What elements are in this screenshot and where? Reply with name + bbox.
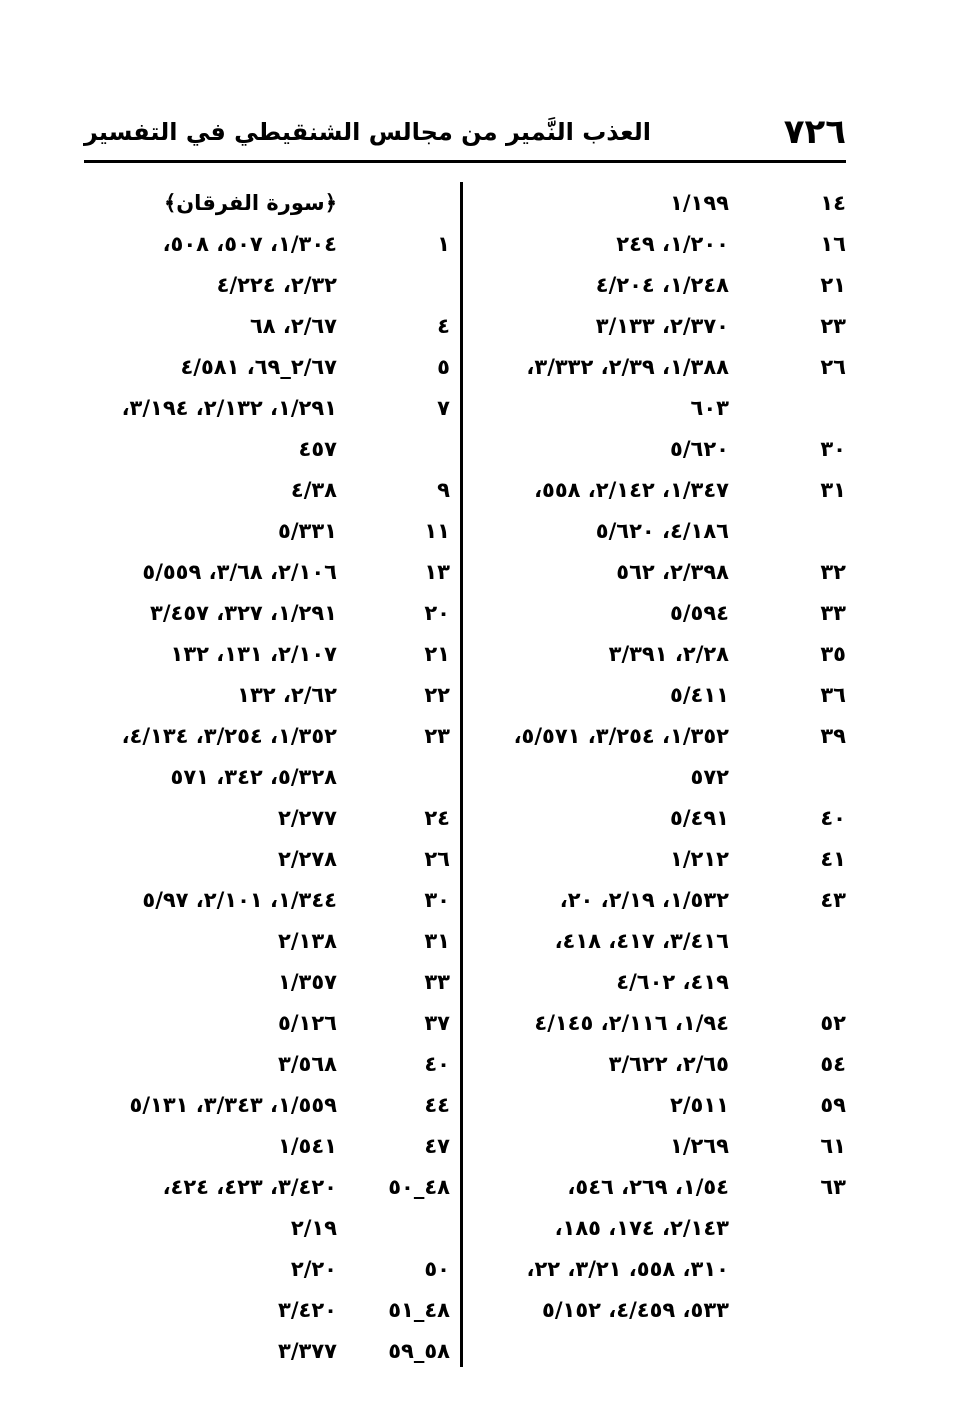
page-references: ٢/٥١١ — [670, 1093, 729, 1117]
index-row — [80, 265, 450, 306]
verse-number: ٣٢ — [820, 560, 846, 584]
page-references: ٥/١٢٦ — [278, 1011, 337, 1035]
page-references: ٢/٢٧٨ — [278, 847, 337, 871]
page-references: ٣/٤٢٠ — [278, 1298, 337, 1322]
verse-number: ٩ — [437, 478, 450, 502]
surah-heading-row — [80, 183, 450, 224]
page-references: ٢/١٠٦، ٣/٦٨، ٥/٥٥٩ — [142, 560, 337, 584]
page-references: ٣/٣٧٧ — [278, 1339, 337, 1363]
index-row — [80, 511, 450, 552]
page-references: ١/٥٣٢، ٢/١٩، ٢٠، — [559, 888, 729, 912]
page-references: ٣١٠، ٥٥٨، ٣/٢١، ٢٢، — [526, 1257, 729, 1281]
page-references: ١/٥٤، ٢٦٩، ٥٤٦، — [567, 1175, 729, 1199]
page-references: ١/٢٤٨، ٤/٢٠٤ — [595, 273, 729, 297]
verse-number: ٣٧ — [424, 1011, 450, 1035]
index-row — [80, 1167, 450, 1208]
index-row — [494, 921, 846, 962]
verse-number: ٢٠ — [424, 601, 450, 625]
page-references: ٤٥٧ — [298, 437, 337, 461]
page-references: ٢/٢٧٧ — [278, 806, 337, 830]
page-references: ١/٩٤، ٢/١١٦، ٤/١٤٥ — [534, 1011, 729, 1035]
verse-number: ٤٤ — [424, 1093, 450, 1117]
verse-number: ٢٦ — [424, 847, 450, 871]
index-row — [494, 1167, 846, 1208]
page-references: ٤/٣٨ — [290, 478, 337, 502]
verse-number: ٢١ — [820, 273, 846, 297]
verse-number: ٥٨_٥٩ — [388, 1339, 450, 1363]
index-row — [80, 1003, 450, 1044]
index-row — [80, 1044, 450, 1085]
page-references: ١/٢٩١، ٢/١٣٢، ٣/١٩٤، — [121, 396, 337, 420]
index-row — [80, 388, 450, 429]
page-references: ٢/٦٢، ١٣٢ — [237, 683, 337, 707]
verse-number: ٥ — [437, 355, 450, 379]
index-row — [494, 634, 846, 675]
verse-number: ٣١ — [424, 929, 450, 953]
verse-number: ٢٣ — [424, 724, 450, 748]
verse-number: ٤٨_٥١ — [388, 1298, 450, 1322]
index-row — [80, 880, 450, 921]
verse-number: ٢٦ — [820, 355, 846, 379]
index-row — [494, 839, 846, 880]
verse-number: ٣٠ — [820, 437, 846, 461]
running-title: العذب النَّمير من مجالس الشنقيطي في التفسير — [84, 118, 651, 146]
index-row — [494, 429, 846, 470]
index-row — [80, 1290, 450, 1331]
page-references: ٥/٤٩١ — [670, 806, 729, 830]
index-row — [494, 716, 846, 757]
page-references: ١/٢٠٠، ٢٤٩ — [616, 232, 729, 256]
index-row — [80, 798, 450, 839]
page-references: ٢/٦٧، ٦٨ — [249, 314, 337, 338]
index-row — [494, 1290, 846, 1331]
index-row — [494, 183, 846, 224]
index-row — [80, 634, 450, 675]
page-references: ٣/٥٦٨ — [278, 1052, 337, 1076]
index-row — [494, 265, 846, 306]
page-references: ١/٢٦٩ — [670, 1134, 729, 1158]
index-row — [80, 1085, 450, 1126]
index-row — [494, 388, 846, 429]
index-row — [494, 511, 846, 552]
index-row — [80, 224, 450, 265]
page-references: ١/٣٤٤، ٢/١٠١، ٥/٩٧ — [142, 888, 337, 912]
page-references: ١/٥٤١ — [278, 1134, 337, 1158]
header-rule — [84, 160, 846, 163]
verse-number: ١٣ — [424, 560, 450, 584]
index-row — [80, 962, 450, 1003]
verse-number: ٤ — [437, 314, 450, 338]
index-row — [80, 593, 450, 634]
verse-number: ٢٢ — [424, 683, 450, 707]
verse-number: ٣٣ — [424, 970, 450, 994]
verse-number: ٥٤ — [820, 1052, 846, 1076]
page-references: ١/١٩٩ — [670, 191, 729, 215]
index-row — [80, 1249, 450, 1290]
page-references: ٥٣٣، ٤/٤٥٩، ٥/١٥٢ — [542, 1298, 729, 1322]
verse-number: ٦٣ — [820, 1175, 846, 1199]
verse-number: ٥٩ — [820, 1093, 846, 1117]
verse-number: ١٦ — [820, 232, 846, 256]
page-references: ١/٣٠٤، ٥٠٧، ٥٠٨، — [162, 232, 337, 256]
index-row — [494, 1126, 846, 1167]
page-references: ٥٧٢ — [690, 765, 729, 789]
index-row — [80, 1331, 450, 1372]
verse-number: ٦١ — [820, 1134, 846, 1158]
verse-number: ٤٠ — [424, 1052, 450, 1076]
index-row — [494, 306, 846, 347]
page-references: ٢/٣٢، ٤/٢٢٤ — [216, 273, 337, 297]
index-row — [80, 1208, 450, 1249]
page-references: ١/٢٩١، ٣٢٧، ٣/٤٥٧ — [150, 601, 337, 625]
verse-number: ٥٠ — [424, 1257, 450, 1281]
index-row — [80, 921, 450, 962]
verse-number: ٣٠ — [424, 888, 450, 912]
page-references: ٥/٦٢٠ — [670, 437, 729, 461]
index-row — [494, 962, 846, 1003]
index-row — [494, 757, 846, 798]
page-references: ١/٣٤٧، ٢/١٤٢، ٥٥٨، — [534, 478, 729, 502]
index-row — [494, 880, 846, 921]
index-row — [494, 470, 846, 511]
index-row — [494, 1003, 846, 1044]
verse-number: ٤٧ — [424, 1134, 450, 1158]
verse-number: ٥٢ — [820, 1011, 846, 1035]
verse-number: ٤١ — [820, 847, 846, 871]
page-references: ٥/٥٩٤ — [670, 601, 729, 625]
page-references: ٢/١٠٧، ١٣١، ١٣٢ — [170, 642, 337, 666]
page-references: ٢/١٤٣، ١٧٤، ١٨٥، — [554, 1216, 729, 1240]
index-row — [80, 306, 450, 347]
index-row — [494, 675, 846, 716]
verse-number: ٢٤ — [424, 806, 450, 830]
index-row — [494, 798, 846, 839]
index-row — [80, 675, 450, 716]
right-column — [494, 183, 846, 1331]
index-row — [494, 1044, 846, 1085]
index-row — [80, 552, 450, 593]
page-references: ٥/٣٢٨، ٣٤٢، ٥٧١ — [170, 765, 337, 789]
verse-number: ٤٠ — [820, 806, 846, 830]
index-row — [80, 429, 450, 470]
verse-number: ٣٩ — [820, 724, 846, 748]
page-references: ١/٢١٢ — [670, 847, 729, 871]
index-row — [494, 1249, 846, 1290]
page-references: ٢/٣٧٠، ٣/١٣٣ — [595, 314, 729, 338]
verse-number: ١١ — [424, 519, 450, 543]
index-row — [494, 1208, 846, 1249]
page-references: ٢/٢٨، ٣/٣٩١ — [608, 642, 729, 666]
page-references: ٢/٦٧_٦٩، ٤/٥٨١ — [180, 355, 337, 379]
column-divider — [460, 182, 463, 1367]
index-row — [80, 757, 450, 798]
index-row — [494, 593, 846, 634]
verse-number: ٣٥ — [820, 642, 846, 666]
page-references: ١/٥٥٩، ٣/٣٤٣، ٥/١٣١ — [129, 1093, 337, 1117]
index-row — [80, 347, 450, 388]
index-row — [494, 347, 846, 388]
page-references: ٣/٤٢٠، ٤٢٣، ٤٢٤، — [162, 1175, 337, 1199]
page-references: ١/٣٥٢، ٣/٢٥٤، ٤/١٣٤، — [121, 724, 337, 748]
index-row — [494, 224, 846, 265]
index-row — [80, 470, 450, 511]
index-row — [80, 1126, 450, 1167]
left-column — [80, 183, 450, 1372]
verse-number: ٢١ — [424, 642, 450, 666]
page-references: ٣/٤١٦، ٤١٧، ٤١٨، — [554, 929, 729, 953]
page-references: ٥/٣٣١ — [278, 519, 337, 543]
index-row — [80, 839, 450, 880]
page-references: ٢/٢٠ — [290, 1257, 337, 1281]
verse-number: ٤٨_٥٠ — [388, 1175, 450, 1199]
page-references: ٦٠٣ — [690, 396, 729, 420]
index-row — [80, 716, 450, 757]
page-references: ١/٣٥٢، ٣/٢٥٤، ٥/٥٧١، — [513, 724, 729, 748]
page-references: ١/٣٨٨، ٢/٣٩، ٣/٣٣٢، — [526, 355, 729, 379]
page-references: ٢/١٣٨ — [278, 929, 337, 953]
verse-number: ٤٣ — [820, 888, 846, 912]
page-references: ٢/١٩ — [290, 1216, 337, 1240]
verse-number: ٣٣ — [820, 601, 846, 625]
verse-number: ٧ — [437, 396, 450, 420]
index-row — [494, 552, 846, 593]
page-references: ٢/٣٩٨، ٥٦٢ — [616, 560, 729, 584]
page-references: ٢/٦٥، ٣/٦٢٢ — [608, 1052, 729, 1076]
page-number: ٧٢٦ — [783, 112, 846, 152]
page-references: ١/٣٥٧ — [278, 970, 337, 994]
verse-number: ١ — [437, 232, 450, 256]
verse-number: ٣١ — [820, 478, 846, 502]
page-references: ٥/٤١١ — [670, 683, 729, 707]
verse-number: ١٤ — [820, 191, 846, 215]
page-references: ٤/١٨٦، ٥/٦٢٠ — [595, 519, 729, 543]
page-references: ٤١٩، ٤/٦٠٢ — [616, 970, 729, 994]
verse-number: ٢٣ — [820, 314, 846, 338]
index-row — [494, 1085, 846, 1126]
verse-number: ٣٦ — [820, 683, 846, 707]
surah-heading: ﴿سورة الفرقان﴾ — [163, 191, 337, 215]
